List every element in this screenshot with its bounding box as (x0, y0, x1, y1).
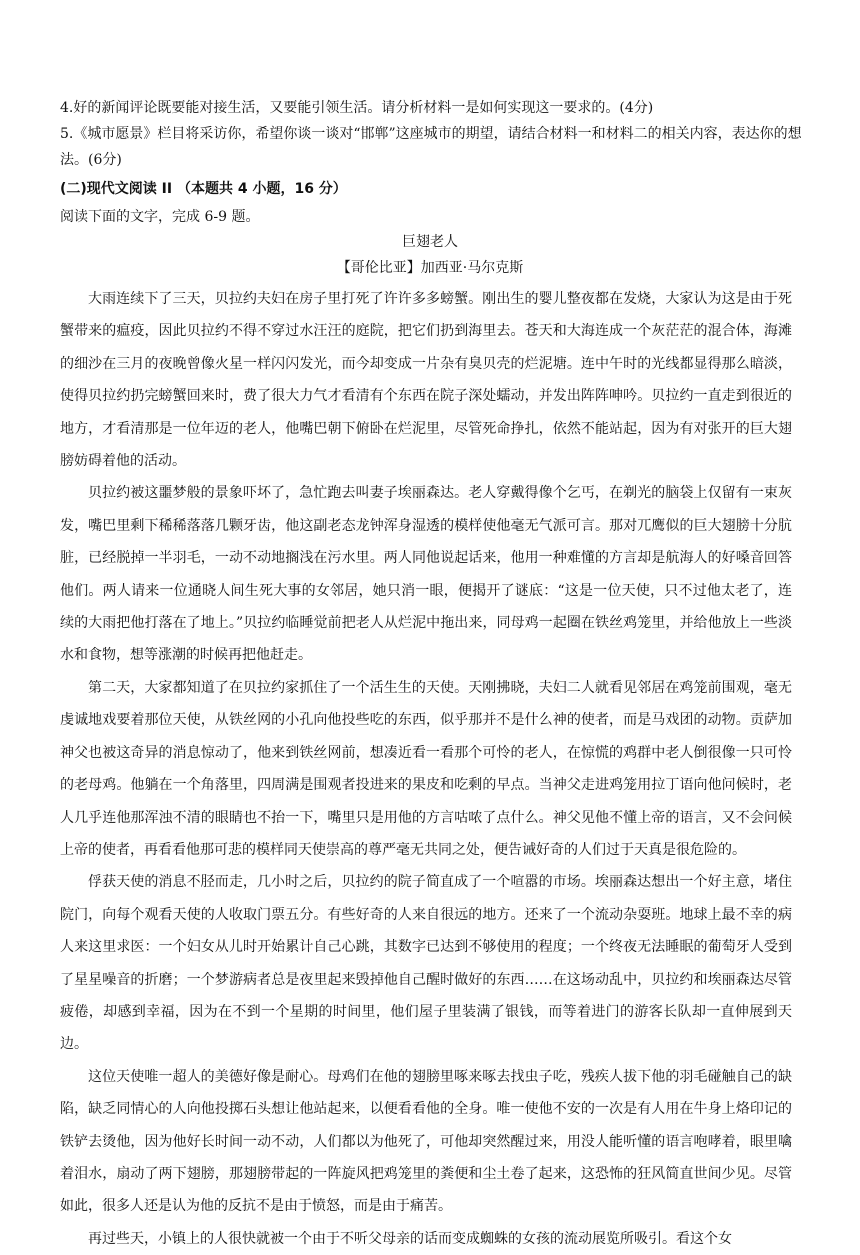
article-body (60, 283, 792, 1255)
article-paragraph: 大雨连续下了三天，贝拉约夫妇在房子里打死了许许多多螃蟹。刚出生的婴儿整夜都在发烧，大家认为这是由于死蟹带来的瘟疫，因此贝拉约不得不穿过水汪汪的庭院，把它们扔到海里去。苍天和大海连成一个灰茫茫的混合体，海滩的细沙在三月的夜晚曾像火星一样闪闪发光，而今却变成一片杂有臭贝壳的烂泥塘。连中午时的光线都显得那么暗淡，使得贝拉约扔完螃蟹回来时，费了很大力气才看清有个东西在院子深处蠕动，并发出阵阵呻吟。贝拉约一直走到很近的地方，才看清那是一位年迈的老人，他嘴巴朝下俯卧在烂泥里，尽管死命挣扎，依然不能站起，因为有对张开的巨大翅膀妨碍着他的活动。 (60, 291, 792, 470)
article-paragraph: 再过些天，小镇上的人很快就被一个由于不听父母亲的话而变成蜘蛛的女孩的流动展览所吸引。看这个女 (88, 1230, 732, 1247)
article-paragraph: 这位天使唯一超人的美德好像是耐心。母鸡们在他的翅膀里啄来啄去找虫子吃，残疾人拔下他的羽毛碰触自己的缺陷，缺乏同情心的人向他投掷石头想让他站起来，以便看看他的全身。唯一使他不安的一次是有人用在牛身上烙印记的铁铲去烫他，因为他好长时间一动不动，人们都以为他死了，可他却突然醒过来，用没人能听懂的语言咆哮着，眼里噙着泪水，扇动了两下翅膀，那翅膀带起的一阵旋风把鸡笼里的粪便和尘土卷了起来，这恐怖的狂风简直世间少见。尽管如此，很多人还是认为他的反抗不是由于愤怒，而是由于痛苦。 (60, 1068, 792, 1215)
article-paragraph: 俘获天使的消息不胫而走，几小时之后，贝拉约的院子简直成了一个喧嚣的市场。埃丽森达想出一个好主意，堵住院门，向每个观看天使的人收取门票五分。有些好奇的人来自很远的地方。还来了一个流动杂耍班。地球上最不幸的病人来这里求医：一个妇女从儿时开始累计自己心跳，其数字已达到不够使用的程度；一个终夜无法睡眠的葡萄牙人受到了星星噪音的折磨；一个梦游病者总是夜里起来毁掉他自己醒时做好的东西……在这场动乱中，贝拉约和埃丽森达尽管疲倦，却感到幸福，因为在不到一个星期的时间里，他们屋子里装满了银钱，而等着进门的游客长队却一直伸展到天边。 (60, 874, 792, 1053)
article-title: 巨翅老人 (402, 234, 458, 250)
article-paragraph: 贝拉约被这噩梦般的景象吓坏了，急忙跑去叫妻子埃丽森达。老人穿戴得像个乞丐，在剃光的脑袋上仅留有一束灰发，嘴巴里剩下稀稀落落几颗牙齿，他这副老态龙钟浑身湿透的模样使他毫无气派可言。那对兀鹰似的巨大翅膀十分肮脏，已经脱掉一半羽毛，一动不动地搁浅在污水里。两人同他说起话来，他用一种难懂的方言却是航海人的好嗓音回答他们。两人请来一位通晓人间生死大事的女邻居，她只消一眼，便揭开了谜底：“这是一位天使，只不过他太老了，连续的大雨把他打落在了地上。”贝拉约临睡觉前把老人从烂泥中拖出来，同母鸡一起圈在铁丝鸡笼里，并给他放上一些淡水和食物，想等涨潮的时候再把他赶走。 (60, 485, 792, 664)
article-paragraph: 第二天，大家都知道了在贝拉约家抓住了一个活生生的天使。天刚拂晓，夫妇二人就看见邻居在鸡笼前围观，毫无虔诚地戏要着那位天使，从铁丝网的小孔向他投些吃的东西，似乎那并不是什么神的使者，而是马戏团的动物。贡萨加神父也被这奇异的消息惊动了，他来到铁丝网前，想凑近看一看那个可怜的老人，在惊慌的鸡群中老人倒很像一只可怜的老母鸡。他躺在一个角落里，四周满是围观者投进来的果皮和吃剩的早点。当神父走进鸡笼用拉丁语向他问候时，老人几乎连他那浑浊不清的眼睛也不抬一下，嘴里只是用他的方言咕哝了点什么。神父见他不懂上帝的语言，又不会问候上帝的使者，再看看他那可悲的模样同天使崇高的尊严毫无共同之处，便告诫好奇的人们过于天真是很危险的。 (60, 679, 792, 858)
section-heading: (二)现代文阅读 II （本题共 4 小题，16 分） (60, 181, 347, 197)
article-author: 【哥伦比亚】加西亚·马尔克斯 (336, 260, 524, 276)
question-5: 5.《城市愿景》栏目将采访你，希望你谈一谈对“邯郸”这座城市的期望，请结合材料一和材料二的相关内容，表达你的想法。(6分) (60, 126, 802, 168)
section-instruction: 阅读下面的文字，完成 6-9 题。 (60, 209, 260, 225)
question-4: 4.好的新闻评论既要能对接生活，又要能引领生活。请分析材料一是如何实现这一要求的。(4分) (60, 100, 654, 116)
